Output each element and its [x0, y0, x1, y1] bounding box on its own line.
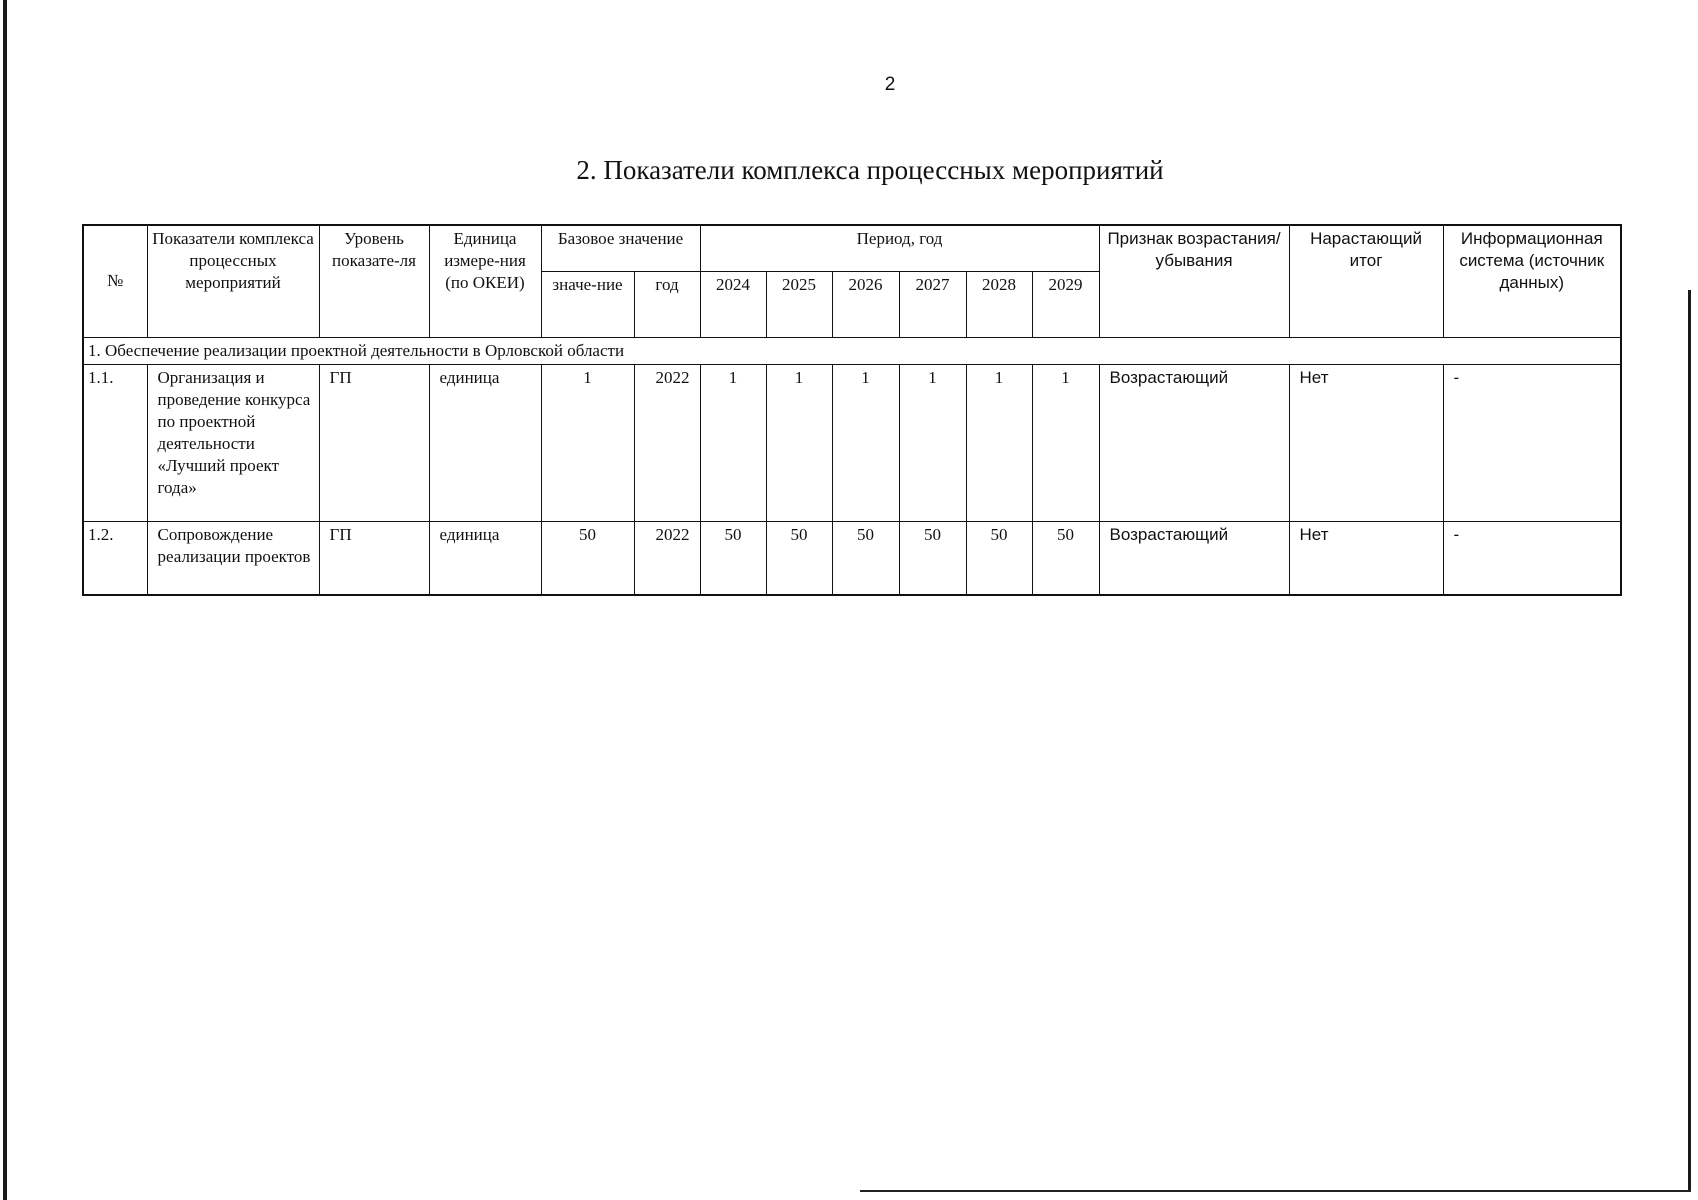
row-indicator: Организация и проведение конкурса по проектной деятельности «Лучший проект года» [147, 364, 319, 521]
row-value-2024: 50 [700, 521, 766, 595]
header-period: Период, год [700, 225, 1099, 271]
header-trend: Признак возрастания/ убывания [1099, 225, 1289, 337]
header-base-value: значе-ние [541, 271, 634, 337]
row-base-year: 2022 [634, 364, 700, 521]
row-value-2025: 50 [766, 521, 832, 595]
page-number: 2 [884, 74, 896, 95]
header-info-system: Информационная система (источник данных) [1443, 225, 1621, 337]
header-year-2024: 2024 [700, 271, 766, 337]
row-num: 1.1. [83, 364, 147, 521]
header-year-2028: 2028 [966, 271, 1032, 337]
row-indicator: Сопровождение реализации проектов [147, 521, 319, 595]
header-year-2029: 2029 [1032, 271, 1099, 337]
table-row [83, 521, 1621, 595]
section-row: 1. Обеспечение реализации проектной деятельности в Орловской области [83, 337, 1621, 364]
header-indicator: Показатели комплекса процессных мероприятий [147, 225, 319, 337]
row-level: ГП [319, 364, 429, 521]
table-row [83, 364, 1621, 521]
scan-bottom-edge [860, 1190, 1690, 1192]
document-title: 2. Показатели комплекса процессных мероприятий [576, 155, 1164, 185]
row-cumulative: Нет [1289, 364, 1443, 521]
indicators-table [82, 224, 1622, 596]
header-base-year: год [634, 271, 700, 337]
header-unit: Единица измере-ния (по ОКЕИ) [429, 225, 541, 337]
row-value-2029: 50 [1032, 521, 1099, 595]
header-base: Базовое значение [541, 225, 700, 271]
row-level: ГП [319, 521, 429, 595]
row-value-2029: 1 [1032, 364, 1099, 521]
header-year-2025: 2025 [766, 271, 832, 337]
row-trend: Возрастающий [1099, 364, 1289, 521]
header-level: Уровень показате-ля [319, 225, 429, 337]
row-value-2025: 1 [766, 364, 832, 521]
row-unit: единица [429, 364, 541, 521]
scan-left-edge [3, 0, 7, 1200]
row-value-2026: 50 [832, 521, 899, 595]
row-value-2027: 50 [899, 521, 966, 595]
row-base-value: 50 [541, 521, 634, 595]
row-value-2026: 1 [832, 364, 899, 521]
scan-right-edge [1688, 290, 1691, 1192]
row-info-system: - [1443, 364, 1621, 521]
row-unit: единица [429, 521, 541, 595]
row-info-system: - [1443, 521, 1621, 595]
header-year-2026: 2026 [832, 271, 899, 337]
header-cumulative: Нарастающий итог [1289, 225, 1443, 337]
row-cumulative: Нет [1289, 521, 1443, 595]
row-value-2028: 1 [966, 364, 1032, 521]
row-value-2027: 1 [899, 364, 966, 521]
row-value-2024: 1 [700, 364, 766, 521]
header-year-2027: 2027 [899, 271, 966, 337]
header-num: № [83, 225, 147, 337]
row-trend: Возрастающий [1099, 521, 1289, 595]
row-num: 1.2. [83, 521, 147, 595]
row-value-2028: 50 [966, 521, 1032, 595]
row-base-value: 1 [541, 364, 634, 521]
row-base-year: 2022 [634, 521, 700, 595]
